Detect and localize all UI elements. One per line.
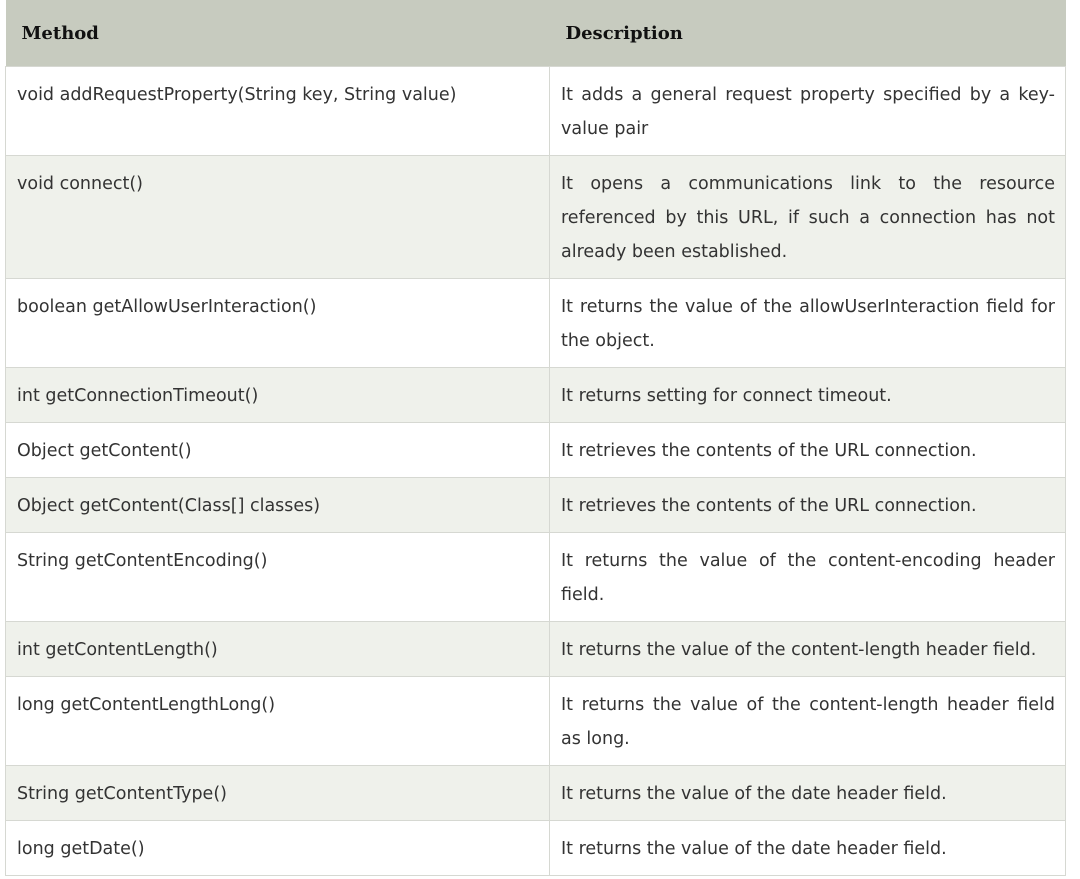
method-cell: boolean getAllowUserInteraction()	[6, 279, 550, 368]
methods-table-container	[5, 0, 1065, 876]
method-cell: void connect()	[6, 156, 550, 279]
description-cell: It retrieves the contents of the URL connection.	[550, 478, 1066, 533]
method-cell: int getContentLength()	[6, 622, 550, 677]
method-cell: void addRequestProperty(String key, String value)	[6, 67, 550, 156]
description-cell: It returns the value of the date header field.	[550, 821, 1066, 876]
method-cell: String getContentEncoding()	[6, 533, 550, 622]
description-cell: It returns the value of the date header field.	[550, 766, 1066, 821]
method-column-header: Method	[6, 0, 550, 67]
description-cell: It returns the value of the content-length header field as long.	[550, 677, 1066, 766]
table-row	[6, 677, 1066, 766]
table-row	[6, 821, 1066, 876]
description-cell: It opens a communications link to the resource referenced by this URL, if such a connection has not already been established.	[550, 156, 1066, 279]
table-row	[6, 368, 1066, 423]
description-cell: It returns the value of the allowUserInteraction field for the object.	[550, 279, 1066, 368]
description-cell: It retrieves the contents of the URL connection.	[550, 423, 1066, 478]
method-cell: int getConnectionTimeout()	[6, 368, 550, 423]
table-row	[6, 156, 1066, 279]
methods-table	[5, 0, 1066, 876]
table-header-row	[6, 0, 1066, 67]
table-row	[6, 622, 1066, 677]
description-cell: It returns the value of the content-encoding header field.	[550, 533, 1066, 622]
method-cell: long getContentLengthLong()	[6, 677, 550, 766]
table-row	[6, 67, 1066, 156]
table-row	[6, 766, 1066, 821]
table-row	[6, 423, 1066, 478]
method-cell: long getDate()	[6, 821, 550, 876]
method-cell: Object getContent(Class[] classes)	[6, 478, 550, 533]
table-row	[6, 279, 1066, 368]
description-cell: It returns the value of the content-length header field.	[550, 622, 1066, 677]
table-row	[6, 478, 1066, 533]
description-cell: It adds a general request property specified by a key-value pair	[550, 67, 1066, 156]
description-cell: It returns setting for connect timeout.	[550, 368, 1066, 423]
description-column-header: Description	[550, 0, 1066, 67]
method-cell: String getContentType()	[6, 766, 550, 821]
method-cell: Object getContent()	[6, 423, 550, 478]
table-row	[6, 533, 1066, 622]
